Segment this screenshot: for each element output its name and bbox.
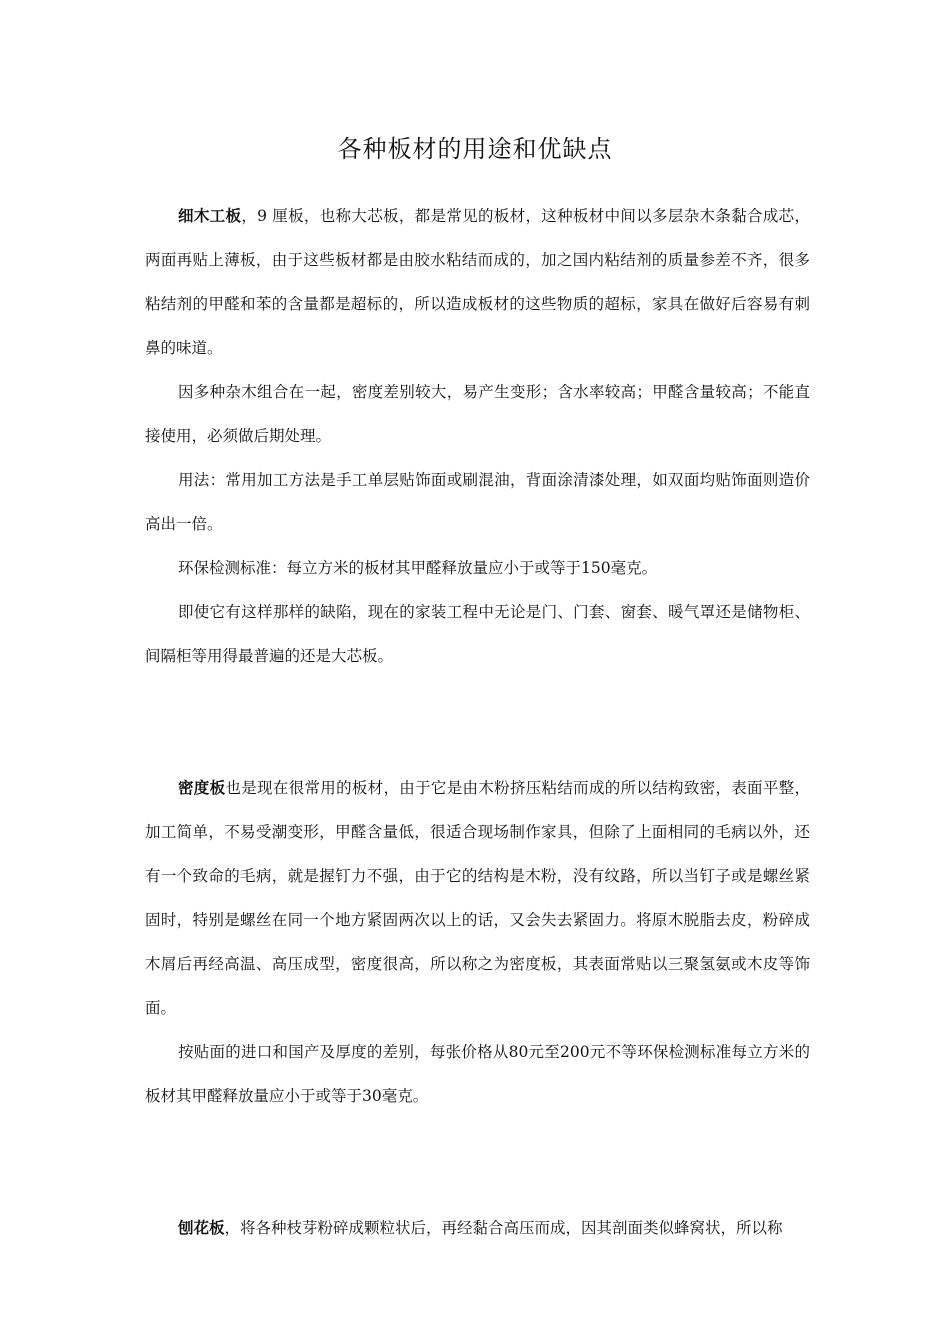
paragraph-blockboard-intro: 细木工板，9 厘板，也称大芯板，都是常见的板材，这种板材中间以多层杂木条黏合成芯，两面再贴上薄板，由于这些板材都是由胶水粘结而成的，加之国内粘结剂的质量参差不齐，很多粘结剂的甲醛和苯的含量都是超标的，所以造成板材的这些物质的超标，家具在做好后容易有刺鼻的味道。 — [145, 206, 810, 357]
paragraph-blockboard-usage: 用法：常用加工方法是手工单层贴饰面或刷混油，背面涂清漆处理，如双面均贴饰面则造价高出一倍。 — [145, 471, 810, 533]
page-title: 各种板材的用途和优缺点 — [337, 135, 613, 163]
term-blockboard: 细木工板 — [178, 206, 242, 225]
section-spacer — [145, 678, 810, 766]
paragraph-blockboard-drawbacks: 因多种杂木组合在一起，密度差别较大，易产生变形；含水率较高；甲醛含量较高；不能直接使用，必须做后期处理。 — [145, 383, 810, 445]
paragraph-mdf-price: 按贴面的进口和国产及厚度的差别，每张价格从80元至200元不等环保检测标准每立方米的板材其甲醛释放量应小于或等于30毫克。 — [145, 1043, 810, 1105]
paragraph-blockboard-standard: 环保检测标准：每立方米的板材其甲醛释放量应小于或等于150毫克。 — [178, 559, 658, 577]
paragraph-particleboard-intro: 刨花板，将各种枝芽粉碎成颗粒状后，再经黏合高压而成，因其剖面类似蜂窝状，所以称 — [178, 1218, 783, 1237]
document-body — [145, 194, 810, 1250]
paragraph-mdf-intro: 密度板也是现在很常用的板材，由于它是由木粉挤压粘结而成的所以结构致密，表面平整，加工简单，不易受潮变形，甲醛含量低，很适合现场制作家具，但除了上面相同的毛病以外，还有一个致命的毛病，就是握钉力不强，由于它的结构是木粉，没有纹路，所以当钉子或是螺丝紧固时，特别是螺丝在同一个地方紧固两次以上的话，又会失去紧固力。将原木脱脂去皮，粉碎成木屑后再经高温、高压成型，密度很高，所以称之为密度板，其表面常贴以三聚氢氨或木皮等饰面。 — [145, 778, 810, 1017]
paragraph-blockboard-summary: 即使它有这样那样的缺陷，现在的家装工程中无论是门、门套、窗套、暖气罩还是储物柜、间隔柜等用得最普遍的还是大芯板。 — [145, 603, 810, 665]
term-particleboard: 刨花板 — [178, 1218, 225, 1237]
section-spacer — [145, 1118, 810, 1206]
term-mdf: 密度板 — [178, 778, 226, 797]
